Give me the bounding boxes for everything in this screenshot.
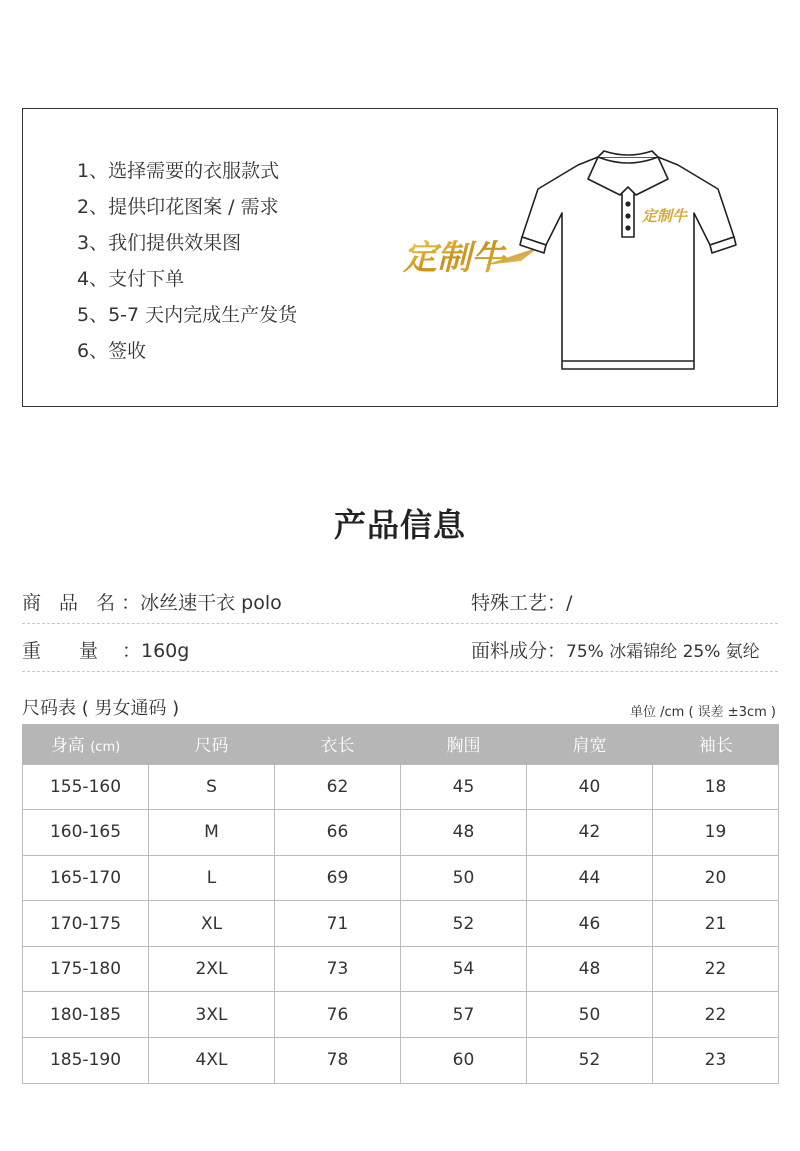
cell-chest: 50 [401, 855, 527, 901]
cell-shoulder: 40 [527, 764, 653, 810]
shirt-print-logo: 定制牛 [642, 207, 688, 225]
cell-length: 62 [275, 764, 401, 810]
size-chart-caption: 尺码表 ( 男女通码 ) [22, 698, 180, 719]
cell-sleeve: 22 [653, 992, 779, 1038]
cell-shoulder: 44 [527, 855, 653, 901]
cell-length: 69 [275, 855, 401, 901]
cell-height: 175-180 [23, 946, 149, 992]
product-name-field [22, 588, 282, 615]
cell-chest: 48 [401, 810, 527, 856]
cell-sleeve: 21 [653, 901, 779, 947]
cell-size: 4XL [149, 1038, 275, 1084]
process-step: 5、5-7 天内完成生产发货 [77, 304, 298, 326]
table-row [23, 764, 779, 810]
table-row [23, 946, 779, 992]
cell-shoulder: 42 [527, 810, 653, 856]
table-row [23, 810, 779, 856]
cell-sleeve: 22 [653, 946, 779, 992]
cell-chest: 57 [401, 992, 527, 1038]
cell-height: 180-185 [23, 992, 149, 1038]
cell-size: L [149, 855, 275, 901]
header-length: 衣长 [275, 724, 401, 764]
cell-length: 76 [275, 992, 401, 1038]
cell-chest: 52 [401, 901, 527, 947]
header-shoulder: 肩宽 [527, 724, 653, 764]
header-sleeve: 袖长 [653, 724, 779, 764]
cell-shoulder: 52 [527, 1038, 653, 1084]
cell-size: 3XL [149, 992, 275, 1038]
table-row [23, 1038, 779, 1084]
process-step: 4、支付下单 [77, 268, 185, 290]
cell-sleeve: 18 [653, 764, 779, 810]
product-info-title: 产品信息 [333, 506, 466, 544]
cell-height: 170-175 [23, 901, 149, 947]
cell-height: 155-160 [23, 764, 149, 810]
table-row [23, 992, 779, 1038]
cell-size: XL [149, 901, 275, 947]
cell-length: 78 [275, 1038, 401, 1084]
table-row [23, 855, 779, 901]
process-step: 2、提供印花图案 / 需求 [77, 196, 279, 218]
cell-size: S [149, 764, 275, 810]
process-step: 3、我们提供效果图 [77, 232, 242, 254]
cell-length: 73 [275, 946, 401, 992]
weight-value: ：160g [122, 640, 190, 662]
height-unit: (cm) [90, 740, 121, 756]
weight-field [22, 636, 189, 663]
cell-height: 160-165 [23, 810, 149, 856]
cell-size: 2XL [149, 946, 275, 992]
header-height: 身高 (cm) [23, 724, 149, 764]
cell-height: 165-170 [23, 855, 149, 901]
polo-shirt-illustration [518, 149, 740, 374]
cell-shoulder: 46 [527, 901, 653, 947]
size-table [22, 724, 779, 1084]
order-process-box [22, 108, 778, 407]
process-steps-list [77, 153, 297, 369]
info-row-name [22, 576, 778, 624]
brand-logo-text: 定制牛 [403, 238, 505, 278]
process-step: 1、选择需要的衣服款式 [77, 160, 280, 182]
cell-length: 71 [275, 901, 401, 947]
cell-chest: 60 [401, 1038, 527, 1084]
cell-sleeve: 20 [653, 855, 779, 901]
table-row [23, 901, 779, 947]
special-craft-field [471, 588, 572, 615]
process-step: 6、签收 [77, 340, 147, 362]
cell-chest: 54 [401, 946, 527, 992]
cell-chest: 45 [401, 764, 527, 810]
size-table-header [23, 724, 779, 764]
cell-shoulder: 48 [527, 946, 653, 992]
cell-sleeve: 23 [653, 1038, 779, 1084]
fabric-field [471, 636, 760, 663]
fabric-value: 75% 冰霜锦纶 25% 氨纶 [566, 642, 760, 662]
special-craft-label: 特殊工艺 [471, 592, 548, 614]
weight-label: 重 量 [22, 640, 99, 662]
cell-sleeve: 19 [653, 810, 779, 856]
cell-height: 185-190 [23, 1038, 149, 1084]
info-row-weight [22, 624, 778, 672]
header-chest: 胸围 [401, 724, 527, 764]
product-name-label: 商 品 名 [22, 592, 122, 614]
cell-length: 66 [275, 810, 401, 856]
special-craft-value: ：/ [547, 592, 573, 614]
fabric-label: 面料成分： [471, 640, 567, 662]
size-chart-unit-note: 单位 /cm ( 误差 ±3cm ) [630, 705, 776, 720]
header-size: 尺码 [149, 724, 275, 764]
product-name-value: ：冰丝速干衣 polo [121, 592, 282, 614]
cell-size: M [149, 810, 275, 856]
cell-shoulder: 50 [527, 992, 653, 1038]
